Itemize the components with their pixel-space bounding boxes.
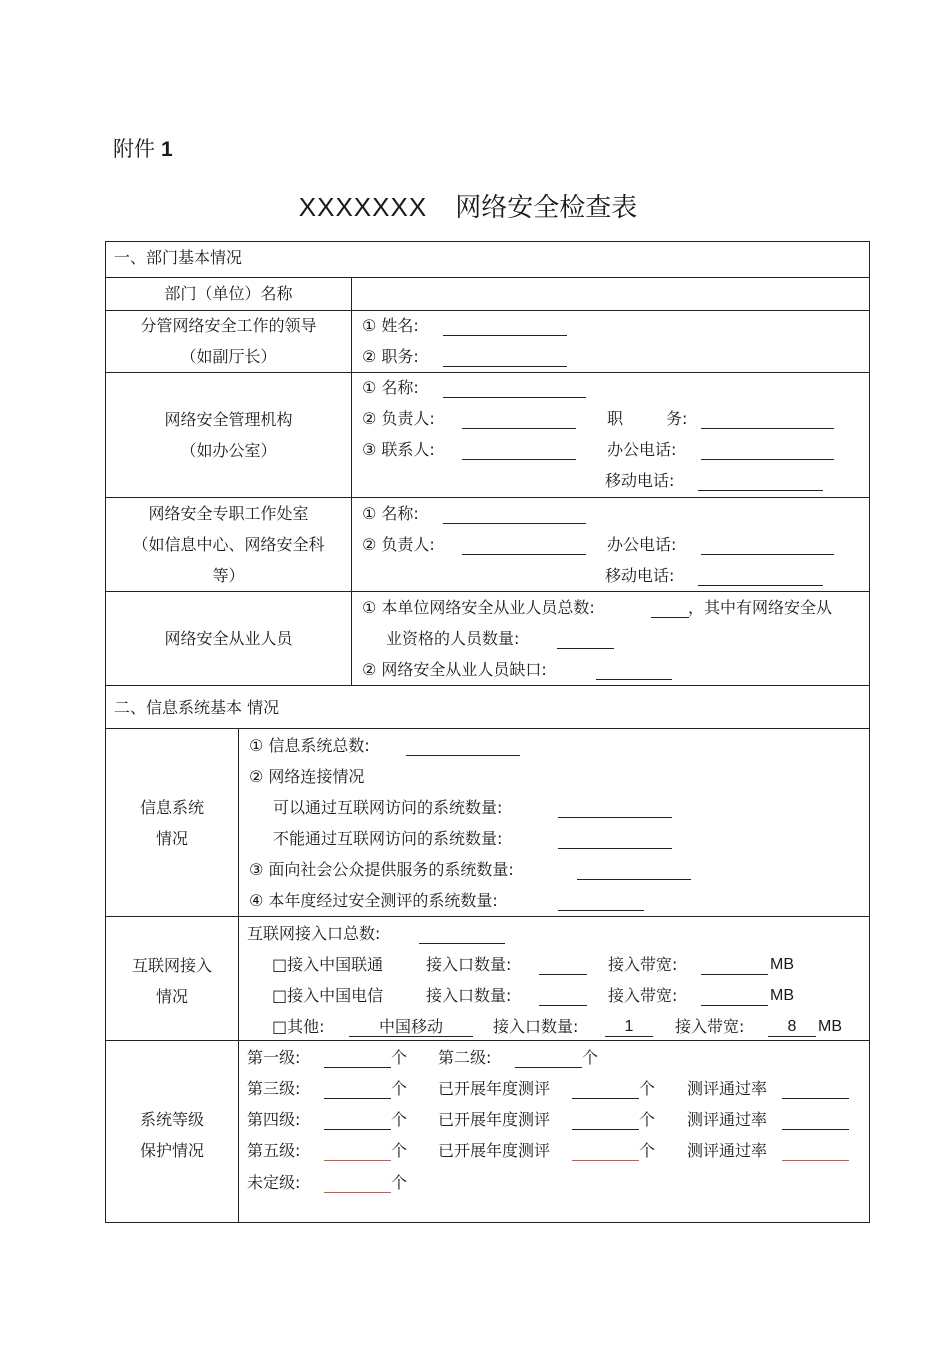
leader-label-line2: （如副厅长） [180, 347, 277, 366]
evaluated-systems-label: ④ 本年度经过安全测评的系统数量: [249, 891, 498, 910]
internet-inaccessible-field[interactable] [558, 848, 672, 849]
mgmt-org-label-line2: （如办公室） [180, 441, 277, 460]
level5-pass-rate-label: 测评通过率 [687, 1141, 768, 1160]
column-divider [238, 728, 239, 1222]
telecom-bandwidth-label: 接入带宽: [608, 986, 678, 1005]
systems-total-field[interactable] [406, 755, 520, 756]
other-provider-value: 中国移动 [378, 1017, 443, 1036]
attachment-label: 附件 1 [113, 137, 173, 161]
level3-eval-label: 已开展年度测评 [438, 1079, 551, 1098]
staff-shortage-label: ② 网络安全从业人员缺口: [362, 660, 547, 679]
level2-unit: 个 [582, 1048, 599, 1067]
title-code: XXXXXXX [298, 192, 428, 222]
unicom-checkbox[interactable]: □接入中国联通 [272, 955, 384, 974]
mgmt-org-label-line1: 网络安全管理机构 [164, 410, 293, 429]
internet-label-line1: 互联网接入 [131, 956, 212, 975]
level4-eval-field[interactable] [572, 1129, 639, 1130]
level3-eval-field[interactable] [572, 1098, 639, 1099]
level1-unit: 个 [391, 1048, 408, 1067]
staff-qualified-label-a: ，其中有网络安全从 [688, 598, 833, 617]
staff-qualified-field[interactable] [557, 648, 614, 649]
level5-field[interactable] [324, 1160, 391, 1161]
level1-field[interactable] [324, 1067, 391, 1068]
dedicated-office-name-label: ① 名称: [362, 504, 419, 523]
telecom-bandwidth-field[interactable] [701, 1005, 768, 1006]
dedicated-office-responsible-field[interactable] [462, 554, 586, 555]
mgmt-org-mobile-phone-field[interactable] [698, 490, 823, 491]
internet-inaccessible-label: 不能通过互联网访问的系统数量: [273, 829, 503, 848]
row-divider [106, 1040, 869, 1041]
row-divider [106, 685, 869, 686]
protection-label-line1: 系统等级 [139, 1110, 204, 1129]
section1-heading: 一、部门基本情况 [114, 248, 243, 267]
level3-label: 第三级: [247, 1079, 301, 1098]
row-divider [106, 372, 869, 373]
leader-name-label: ① 姓名: [362, 316, 419, 335]
mgmt-org-position-field[interactable] [701, 428, 834, 429]
unrated-label: 未定级: [247, 1173, 301, 1192]
mgmt-org-office-phone-field[interactable] [701, 459, 834, 460]
dedicated-office-office-phone-field[interactable] [701, 554, 834, 555]
level5-pass-rate-field[interactable] [782, 1160, 849, 1161]
other-ports-field[interactable] [605, 1036, 653, 1037]
mgmt-org-responsible-label: ② 负责人: [362, 409, 435, 428]
page-title [0, 187, 936, 224]
unicom-ports-field[interactable] [539, 974, 587, 975]
unrated-field[interactable] [324, 1192, 391, 1193]
systems-label-line2: 情况 [155, 829, 188, 848]
level1-label: 第一级: [247, 1048, 301, 1067]
section2-heading: 二、信息系统基本 情况 [114, 698, 280, 717]
inspection-form [105, 241, 870, 1223]
level2-label: 第二级: [438, 1048, 492, 1067]
internet-ports-total-label: 互联网接入口总数: [247, 924, 381, 943]
level5-unit: 个 [391, 1141, 408, 1160]
telecom-ports-label: 接入口数量: [426, 986, 512, 1005]
level3-field[interactable] [324, 1098, 391, 1099]
attachment-number: 1 [161, 138, 173, 161]
public-service-label: ③ 面向社会公众提供服务的系统数量: [249, 860, 514, 879]
level4-field[interactable] [324, 1129, 391, 1130]
dedicated-office-mobile-phone-field[interactable] [698, 585, 823, 586]
level4-pass-rate-field[interactable] [782, 1129, 849, 1130]
dedicated-office-responsible-label: ② 负责人: [362, 535, 435, 554]
other-ports-label: 接入口数量: [493, 1017, 579, 1036]
level3-pass-rate-field[interactable] [782, 1098, 849, 1099]
mgmt-org-responsible-field[interactable] [462, 428, 576, 429]
level3-unit: 个 [391, 1079, 408, 1098]
mgmt-org-name-label: ① 名称: [362, 378, 419, 397]
level5-eval-label: 已开展年度测评 [438, 1141, 551, 1160]
level5-eval-field[interactable] [572, 1160, 639, 1161]
telecom-checkbox[interactable]: □接入中国电信 [272, 986, 384, 1005]
staff-total-label: ① 本单位网络安全从业人员总数: [362, 598, 595, 617]
other-provider-field[interactable] [349, 1036, 473, 1037]
other-bandwidth-field[interactable] [768, 1036, 816, 1037]
row-divider [106, 916, 869, 917]
unicom-bandwidth-label: 接入带宽: [608, 955, 678, 974]
other-bandwidth-unit: MB [818, 1018, 842, 1035]
unrated-unit: 个 [391, 1173, 408, 1192]
other-ports-value: 1 [624, 1018, 634, 1035]
leader-position-field[interactable] [443, 366, 567, 367]
other-checkbox[interactable]: □其他: [272, 1017, 325, 1036]
level5-label: 第五级: [247, 1141, 301, 1160]
dept-name-field[interactable] [353, 279, 867, 309]
unicom-bandwidth-field[interactable] [701, 974, 768, 975]
dept-name-label: 部门（单位）名称 [164, 284, 293, 303]
mgmt-org-mobile-phone-label: 移动电话: [605, 471, 675, 490]
mgmt-org-position-label-b: 务: [666, 409, 688, 428]
staff-total-field[interactable] [651, 617, 689, 618]
evaluated-systems-field[interactable] [558, 910, 644, 911]
protection-label-line2: 保护情况 [139, 1141, 204, 1160]
telecom-bandwidth-unit: MB [770, 987, 794, 1004]
leader-name-field[interactable] [443, 335, 567, 336]
dedicated-office-label-line3: 等） [212, 566, 245, 585]
level2-field[interactable] [515, 1067, 582, 1068]
systems-total-label: ① 信息系统总数: [249, 736, 370, 755]
staff-label: 网络安全从业人员 [164, 629, 293, 648]
mgmt-org-office-phone-label: 办公电话: [607, 440, 677, 459]
dedicated-office-label-line2: （如信息中心、网络安全科 [132, 535, 325, 554]
level4-eval-label: 已开展年度测评 [438, 1110, 551, 1129]
level4-pass-rate-label: 测评通过率 [687, 1110, 768, 1129]
mgmt-org-contact-field[interactable] [462, 459, 576, 460]
internet-ports-total-field[interactable] [419, 943, 505, 944]
systems-label-line1: 信息系统 [139, 798, 204, 817]
staff-shortage-field[interactable] [596, 679, 672, 680]
telecom-ports-field[interactable] [539, 1005, 587, 1006]
unicom-bandwidth-unit: MB [770, 956, 794, 973]
mgmt-org-contact-label: ③ 联系人: [362, 440, 435, 459]
level5-eval-unit: 个 [639, 1141, 656, 1160]
other-bandwidth-value: 8 [787, 1018, 797, 1035]
internet-label-line2: 情况 [155, 987, 188, 1006]
network-connection-label: ② 网络连接情况 [249, 767, 365, 786]
staff-qualified-label-b: 业资格的人员数量: [386, 629, 520, 648]
internet-accessible-label: 可以通过互联网访问的系统数量: [273, 798, 503, 817]
level4-unit: 个 [391, 1110, 408, 1129]
unicom-ports-label: 接入口数量: [426, 955, 512, 974]
other-bandwidth-label: 接入带宽: [675, 1017, 745, 1036]
mgmt-org-name-field[interactable] [443, 397, 586, 398]
level3-pass-rate-label: 测评通过率 [687, 1079, 768, 1098]
row-divider [106, 728, 869, 729]
public-service-field[interactable] [577, 879, 691, 880]
dedicated-office-office-phone-label: 办公电话: [607, 535, 677, 554]
dedicated-office-label-line1: 网络安全专职工作处室 [148, 504, 309, 523]
leader-position-label: ② 职务: [362, 347, 419, 366]
level4-eval-unit: 个 [639, 1110, 656, 1129]
column-divider [351, 277, 352, 685]
level3-eval-unit: 个 [639, 1079, 656, 1098]
row-divider [106, 591, 869, 592]
level4-label: 第四级: [247, 1110, 301, 1129]
dedicated-office-mobile-phone-label: 移动电话: [605, 566, 675, 585]
dedicated-office-name-field[interactable] [443, 523, 586, 524]
leader-label-line1: 分管网络安全工作的领导 [140, 316, 317, 335]
internet-accessible-field[interactable] [558, 817, 672, 818]
title-text: 网络安全检查表 [455, 193, 638, 223]
mgmt-org-position-label-a: 职 [607, 409, 624, 428]
